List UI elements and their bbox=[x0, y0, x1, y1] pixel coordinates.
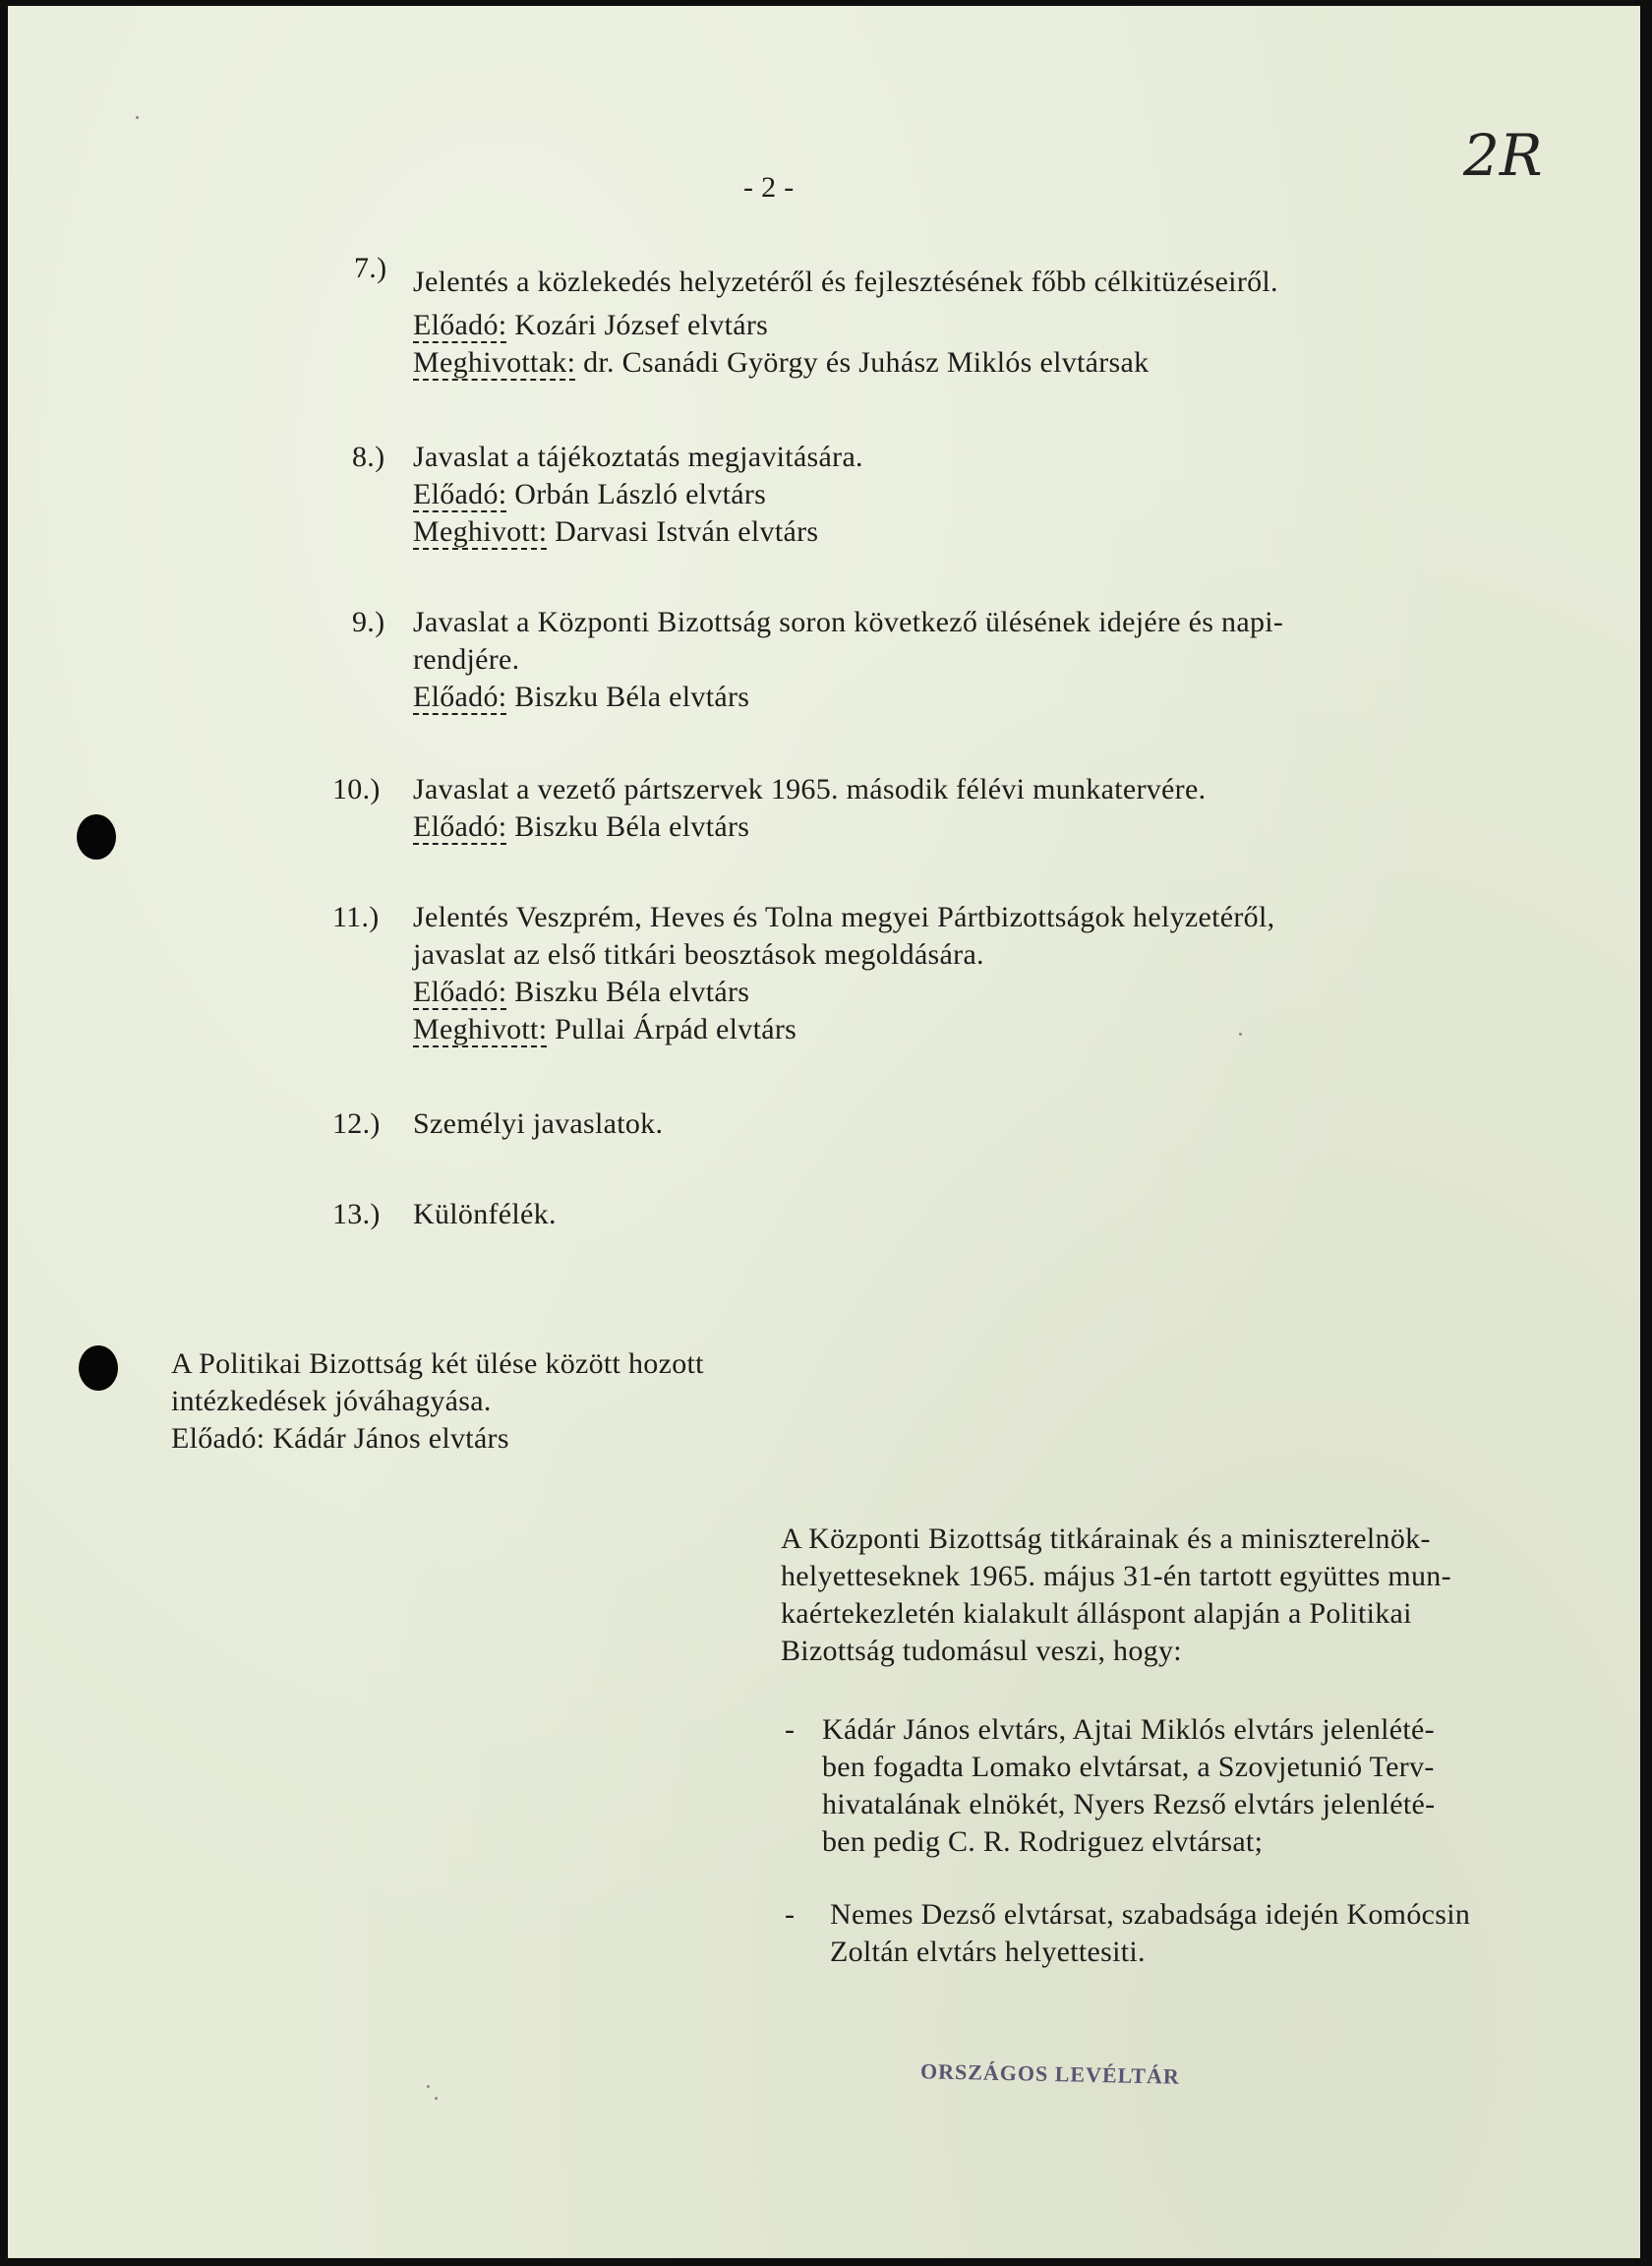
role-label: Előadó: bbox=[413, 810, 507, 843]
role-label: Meghivottak: bbox=[413, 346, 576, 379]
agenda-item-number: 9.) bbox=[352, 606, 385, 638]
bullet-dash: - bbox=[785, 1713, 796, 1746]
agenda-item-number: 11.) bbox=[332, 901, 380, 933]
role-label: Előadó: bbox=[413, 976, 507, 1008]
role-label: Előadó: bbox=[413, 309, 507, 341]
agenda-role bbox=[413, 344, 1149, 382]
role-value: Biszku Béla elvtárs bbox=[514, 810, 750, 843]
agenda-role bbox=[413, 1011, 796, 1048]
document-page bbox=[8, 6, 1640, 2258]
agenda-item-title: Javaslat a vezető pártszervek 1965. második félévi munkatervére. bbox=[413, 773, 1207, 805]
bullet-line: Kádár János elvtárs, Ajtai Miklós elvtárs jelenlété- bbox=[822, 1713, 1435, 1746]
role-label: Előadó: bbox=[413, 478, 507, 510]
handwritten-page-mark: 2R bbox=[1463, 122, 1543, 189]
approval-line: intézkedések jóváhagyása. bbox=[171, 1385, 492, 1417]
role-value: Orbán László elvtárs bbox=[514, 478, 767, 510]
bullet-dash: - bbox=[785, 1898, 796, 1931]
agenda-item-title-cont: rendjére. bbox=[413, 643, 520, 676]
bullet-line: Zoltán elvtárs helyettesiti. bbox=[830, 1936, 1146, 1968]
agenda-item-title: Személyi javaslatok. bbox=[413, 1107, 664, 1140]
agenda-role bbox=[413, 476, 766, 513]
decision-intro-line: Bizottság tudomásul veszi, hogy: bbox=[781, 1635, 1182, 1667]
role-value: Kozári József elvtárs bbox=[514, 309, 769, 341]
role-label: Meghivott: bbox=[413, 1013, 548, 1045]
agenda-item-title: Jelentés Veszprém, Heves és Tolna megyei Pártbizottságok helyzetéről, bbox=[413, 901, 1275, 933]
decision-intro-line: A Központi Bizottság titkárainak és a miniszterelnök- bbox=[781, 1522, 1431, 1555]
agenda-item-number: 8.) bbox=[352, 441, 385, 473]
paper-speck bbox=[435, 2097, 438, 2100]
decision-intro-line: kaértekezletén kialakult álláspont alapján a Politikai bbox=[781, 1597, 1412, 1630]
bullet-line: hivatalának elnökét, Nyers Rezső elvtárs jelenlété- bbox=[822, 1788, 1436, 1820]
bullet-line: ben fogadta Lomako elvtársat, a Szovjetunió Terv- bbox=[822, 1751, 1435, 1783]
role-label: Meghivott: bbox=[413, 515, 548, 548]
paper-speck bbox=[1239, 1033, 1242, 1036]
bullet-line: Nemes Dezső elvtársat, szabadsága idején Komócsin bbox=[830, 1898, 1471, 1931]
role-value: dr. Csanádi György és Juhász Miklós elvtársak bbox=[583, 346, 1150, 379]
agenda-item-title-cont: javaslat az első titkári beosztások megoldására. bbox=[413, 938, 984, 971]
agenda-role bbox=[413, 513, 818, 551]
role-value: Pullai Árpád elvtárs bbox=[555, 1013, 797, 1045]
agenda-item-title: Javaslat a Központi Bizottság soron következő ülésének idejére és napi- bbox=[413, 606, 1284, 638]
paper-speck bbox=[427, 2085, 430, 2088]
agenda-item-number: 10.) bbox=[332, 773, 381, 805]
role-label: Előadó: bbox=[413, 681, 507, 713]
archive-stamp: ORSZÁGOS LEVÉLTÁR bbox=[919, 2058, 1181, 2089]
agenda-role bbox=[413, 307, 768, 344]
approval-line: A Politikai Bizottság két ülése között hozott bbox=[171, 1347, 704, 1380]
punch-hole-icon bbox=[77, 814, 116, 860]
page-number: - 2 - bbox=[743, 171, 795, 204]
agenda-item-number: 13.) bbox=[332, 1198, 381, 1230]
approval-presenter: Előadó: Kádár János elvtárs bbox=[171, 1422, 509, 1455]
role-value: Darvasi István elvtárs bbox=[555, 515, 819, 548]
agenda-item-number: 12.) bbox=[332, 1107, 381, 1140]
agenda-role bbox=[413, 679, 749, 716]
agenda-item-title: Javaslat a tájékoztatás megjavitására. bbox=[413, 441, 863, 473]
paper-speck bbox=[136, 116, 139, 119]
agenda-role bbox=[413, 974, 749, 1011]
agenda-item-number: 7.) bbox=[354, 252, 387, 284]
punch-hole-icon bbox=[79, 1345, 118, 1391]
role-value: Biszku Béla elvtárs bbox=[514, 681, 750, 713]
agenda-role bbox=[413, 808, 749, 846]
decision-intro-line: helyetteseknek 1965. május 31-én tartott együttes mun- bbox=[781, 1560, 1451, 1592]
agenda-item-title: Jelentés a közlekedés helyzetéről és fejlesztésének főbb célkitüzéseiről. bbox=[413, 266, 1278, 298]
agenda-item-title: Különfélék. bbox=[413, 1198, 557, 1230]
role-value: Biszku Béla elvtárs bbox=[514, 976, 750, 1008]
bullet-line: ben pedig C. R. Rodriguez elvtársat; bbox=[822, 1825, 1264, 1858]
